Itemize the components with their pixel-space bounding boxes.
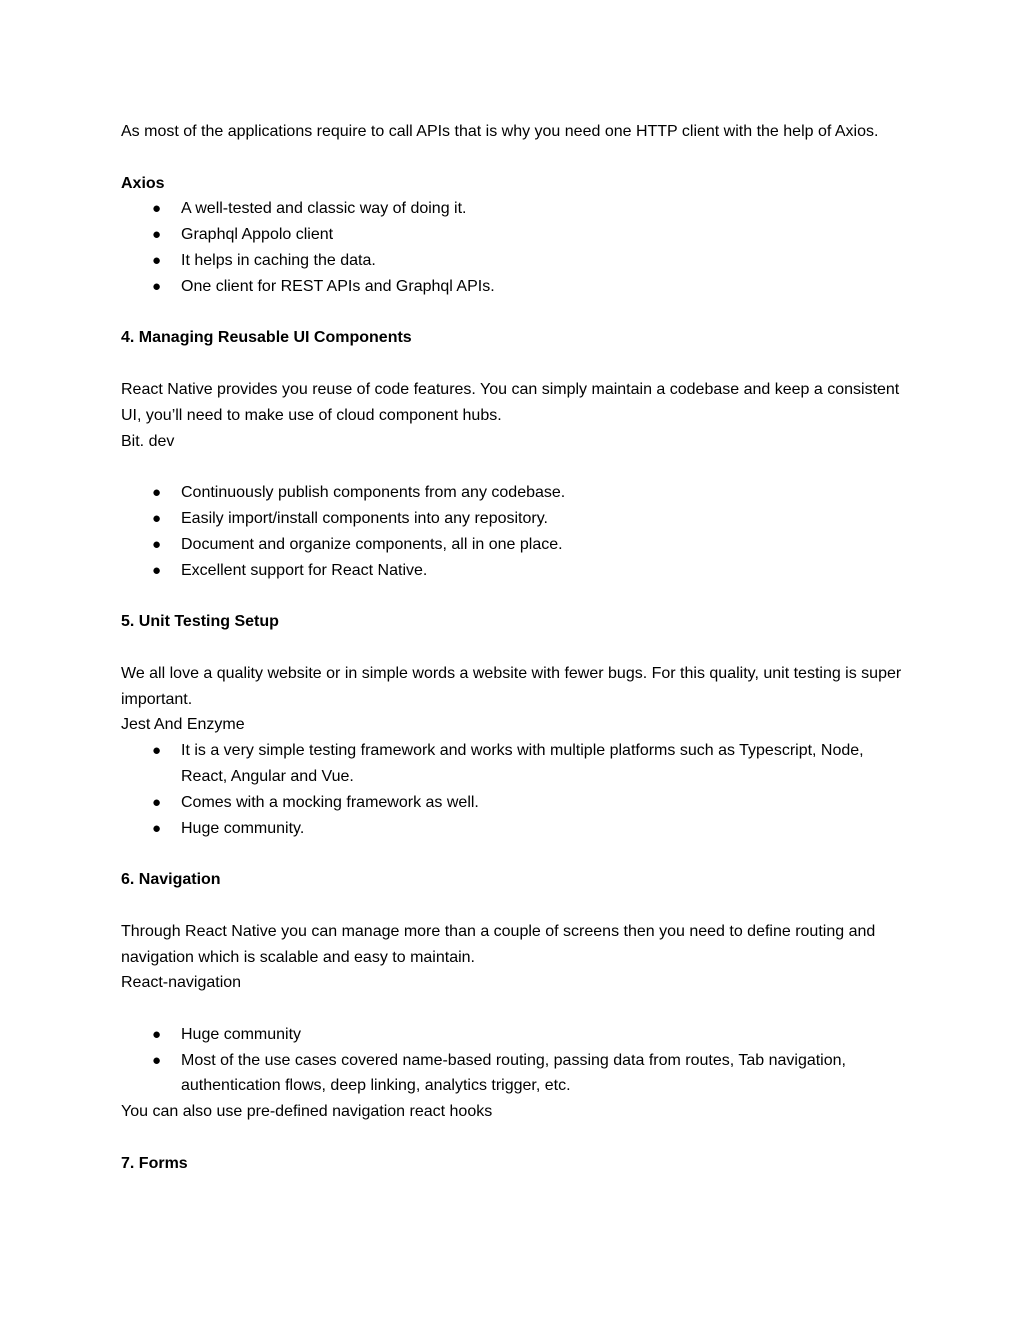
bullet-icon: ● [152, 561, 162, 579]
list-item: ● A well-tested and classic way of doing it. [121, 196, 911, 222]
list-item: ● One client for REST APIs and Graphql APIs. [121, 274, 911, 300]
bullet-icon: ● [152, 509, 162, 527]
bullet-icon: ● [152, 226, 162, 244]
spacer [121, 841, 911, 867]
section-7-heading: 7. Forms [121, 1154, 188, 1172]
section-6-footer: You can also use pre-defined navigation react hooks [121, 1103, 493, 1121]
list-item: ● It is a very simple testing framework and works with multiple platforms such as Typescript, Node, React, Angular and Vue. [121, 738, 911, 790]
list-item: ● Huge community [121, 1022, 911, 1048]
list-item: ● Document and organize components, all in one place. [121, 532, 911, 558]
section-5-paragraph: We all love a quality website or in simple words a website with fewer bugs. For this quality, unit testing is super important. [121, 664, 902, 708]
spacer [121, 996, 911, 1022]
list-item: ● Huge community. [121, 816, 911, 842]
spacer [121, 145, 911, 171]
section-6-paragraph: Through React Native you can manage more than a couple of screens then you need to define routing and navigation which is scalable and easy to maintain. [121, 922, 876, 966]
section-6-list [121, 1022, 911, 1099]
section-6-tool: React-navigation [121, 974, 242, 992]
bullet-icon: ● [152, 1025, 162, 1043]
list-item: ● Excellent support for React Native. [121, 558, 911, 584]
document-page [121, 119, 911, 1177]
axios-heading: Axios [121, 174, 165, 192]
section-4-tool: Bit. dev [121, 432, 175, 450]
spacer [121, 1125, 911, 1151]
bullet-icon: ● [152, 535, 162, 553]
section-5-list [121, 738, 911, 841]
list-item: ● It helps in caching the data. [121, 248, 911, 274]
section-5-tool: Jest And Enzyme [121, 716, 245, 734]
section-4-paragraph: React Native provides you reuse of code features. You can simply maintain a codebase and keep a consistent UI, you’ll need to make use of cloud component hubs. [121, 380, 900, 424]
bullet-icon: ● [152, 200, 162, 218]
list-item: ● Graphql Appolo client [121, 222, 911, 248]
list-item: ● Comes with a mocking framework as well. [121, 790, 911, 816]
bullet-icon: ● [152, 742, 162, 760]
section-6-heading: 6. Navigation [121, 871, 221, 889]
spacer [121, 454, 911, 480]
spacer [121, 351, 911, 377]
list-item: ● Continuously publish components from any codebase. [121, 480, 911, 506]
bullet-icon: ● [152, 484, 162, 502]
spacer [121, 635, 911, 661]
spacer [121, 300, 911, 326]
bullet-icon: ● [152, 277, 162, 295]
bullet-icon: ● [152, 793, 162, 811]
spacer [121, 583, 911, 609]
spacer [121, 893, 911, 919]
bullet-icon: ● [152, 1051, 162, 1069]
bullet-icon: ● [152, 819, 162, 837]
list-item: ● Most of the use cases covered name-based routing, passing data from routes, Tab navigation, authentication flows, deep linking, analytics trigger, etc. [121, 1048, 911, 1100]
intro-paragraph: As most of the applications require to call APIs that is why you need one HTTP client with the help of Axios. [121, 123, 879, 140]
section-4-list [121, 480, 911, 583]
bullet-icon: ● [152, 251, 162, 269]
section-4-heading: 4. Managing Reusable UI Components [121, 329, 412, 347]
axios-list [121, 196, 911, 299]
section-5-heading: 5. Unit Testing Setup [121, 613, 279, 631]
list-item: ● Easily import/install components into any repository. [121, 506, 911, 532]
